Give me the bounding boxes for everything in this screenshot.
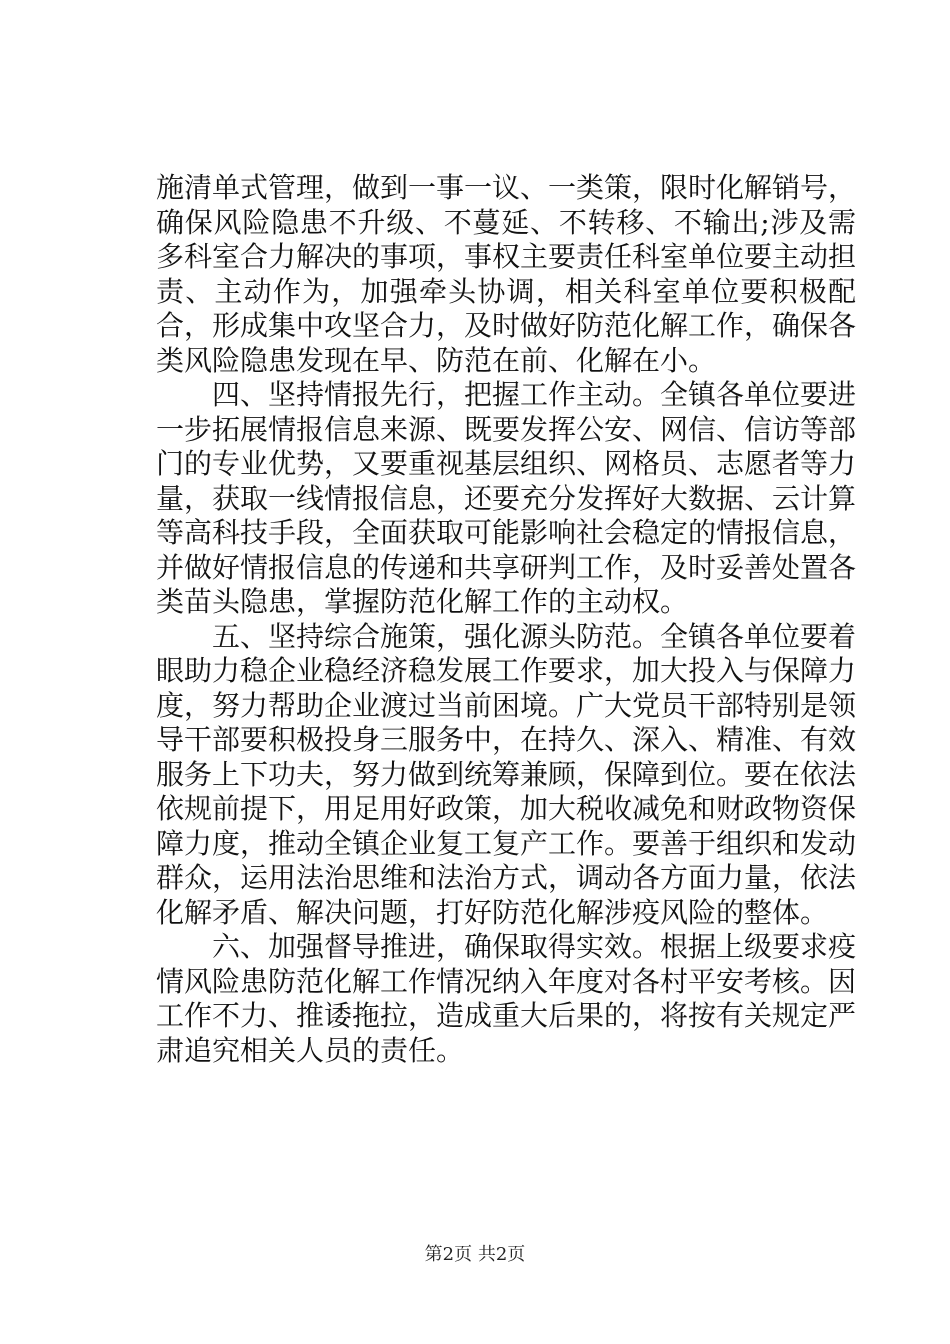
- document-body: [156, 171, 856, 1068]
- paragraph-section-five: 五、坚持综合施策，强化源头防范。全镇各单位要着眼助力稳企业稳经济稳发展工作要求，加大投入与保障力度，努力帮助企业渡过当前困境。广大党员干部特别是领导干部要积极投身三服务中，在持久、深入、精准、有效服务上下功夫，努力做到统筹兼顾，保障到位。要在依法依规前提下，用足用好政策，加大税收减免和财政物资保障力度，推动全镇企业复工复产工作。要善于组织和发动群众，运用法治思维和法治方式，调动各方面力量，依法化解矛盾、解决问题，打好防范化解涉疫风险的整体。: [156, 619, 857, 929]
- paragraph-continuation: 施清单式管理，做到一事一议、一类策，限时化解销号，确保风险隐患不升级、不蔓延、不转移、不输出;涉及需多科室合力解决的事项，事权主要责任科室单位要主动担责、主动作为，加强牵头协调，相关科室单位要积极配合，形成集中攻坚合力，及时做好防范化解工作，确保各类风险隐患发现在早、防范在前、化解在小。: [156, 171, 857, 377]
- page-number-footer: 第2页 共2页: [424, 1244, 526, 1265]
- paragraph-section-four: 四、坚持情报先行，把握工作主动。全镇各单位要进一步拓展情报信息来源、既要发挥公安、网信、信访等部门的专业优势，又要重视基层组织、网格员、志愿者等力量，获取一线情报信息，还要充分发挥好大数据、云计算等高科技手段，全面获取可能影响社会稳定的情报信息，并做好情报信息的传递和共享研判工作，及时妥善处置各类苗头隐患，掌握防范化解工作的主动权。: [156, 378, 857, 618]
- paragraph-section-six: 六、加强督导推进，确保取得实效。根据上级要求疫情风险患防范化解工作情况纳入年度对各村平安考核。因工作不力、推诿拖拉，造成重大后果的，将按有关规定严肃追究相关人员的责任。: [156, 930, 857, 1067]
